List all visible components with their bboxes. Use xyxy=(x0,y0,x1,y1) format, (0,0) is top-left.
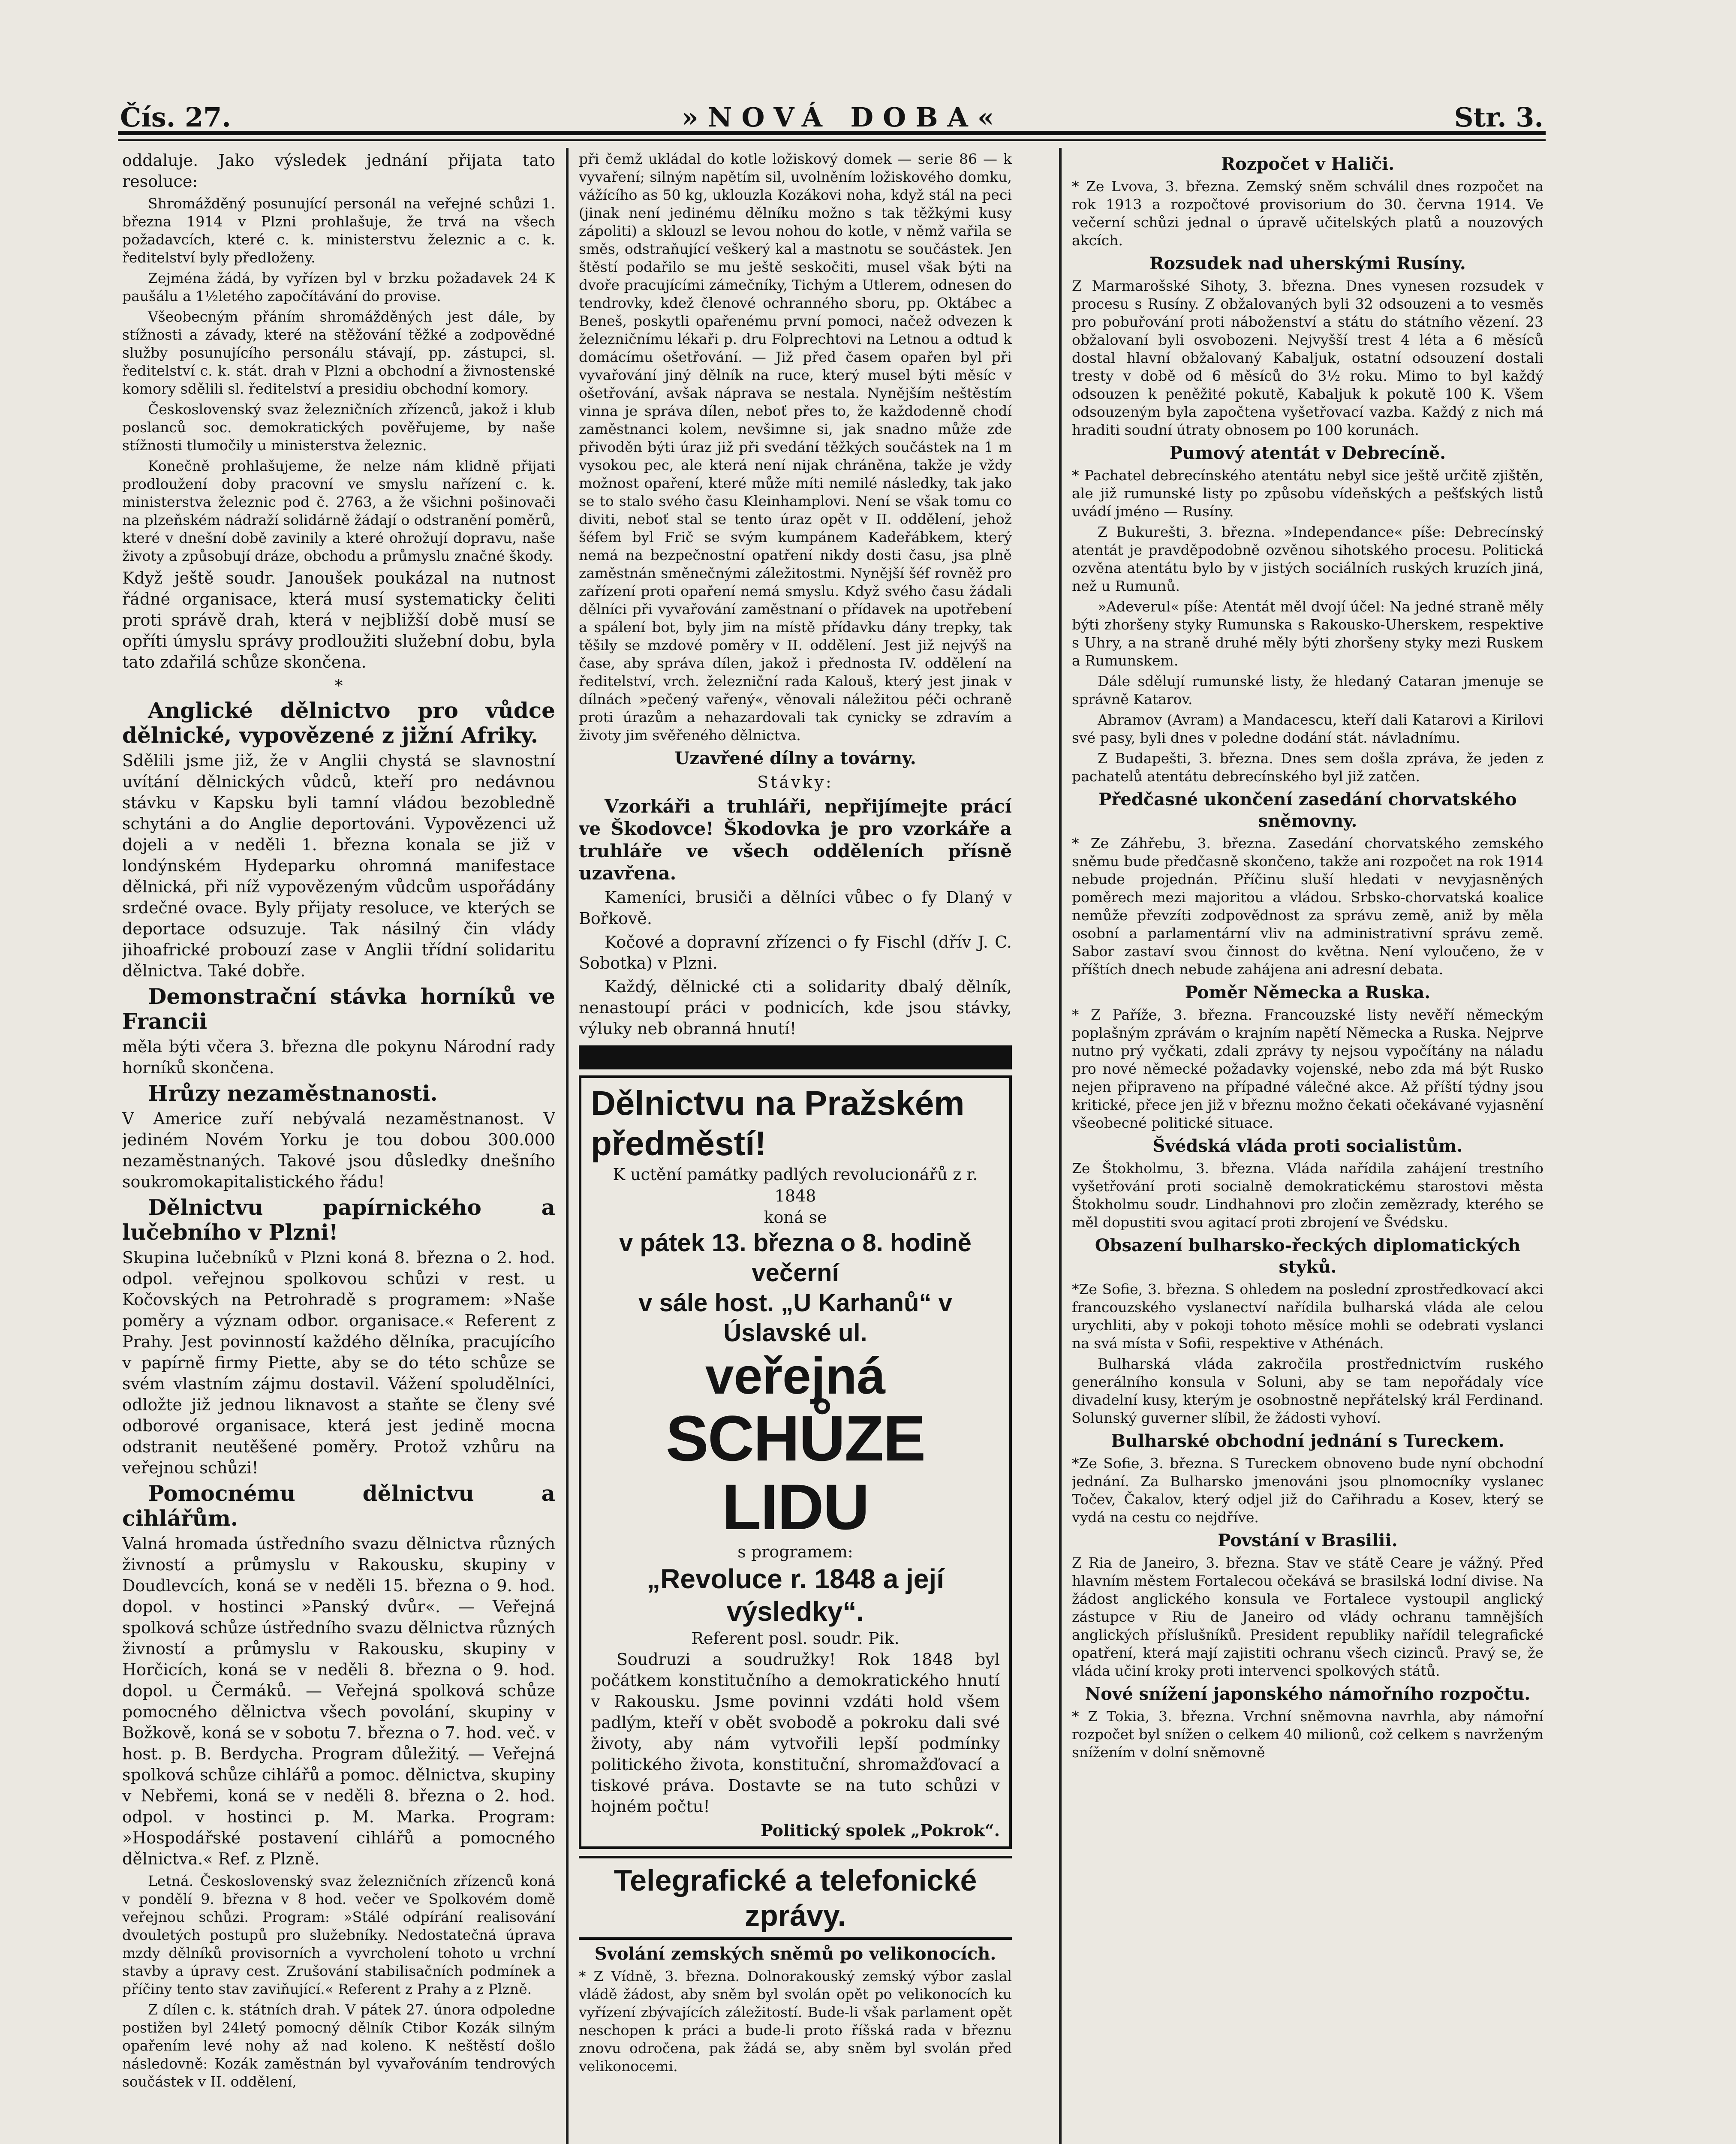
masthead xyxy=(120,94,1543,133)
separator-star: * xyxy=(334,676,343,695)
paragraph: Z Budapešti, 3. března. Dnes sem došla zpráva, že jeden z pachatelů atentátu debrecínského byl již zatčen. xyxy=(1072,750,1543,785)
paragraph: Ze Štokholmu, 3. března. Vláda nařídila zahájení trestního vyšetřování proti socialně demokratickému starostovi města Štokholmu soudr. Lindhahnovi pro zločin zemězrady, kterého se měl dopustiti svou agitací proti zbrojení ve Švédsku. xyxy=(1072,1160,1543,1231)
section-heading: Švédská vláda proti socialistům. xyxy=(1152,1136,1463,1156)
ad-date: v pátek 13. března o 8. hodině večerní xyxy=(619,1229,972,1287)
paragraph: * Pachatel debrecínského atentátu nebyl sice ještě určitě zjištěn, ale již rumunské listy po způsobu vídeňských a pešťských listů uvádí jméno — Rusíny. xyxy=(1072,467,1543,520)
section-heading: Poměr Německa a Ruska. xyxy=(1185,982,1431,1003)
paragraph: Skupina lučebníků v Plzni koná 8. března o 2. hod. odpol. veřejnou spolkovou schůzi v rest. u Kočovských na Petrohradě s programem: »Naše poměry a význam odbor. organisace.« Referent z Prahy. Jest povinností každého dělníka, pracujícího v papírně firmy Piette, aby se do této schůze se svém vlastním zájmu dostavil. Vážení spoludělníci, odložte již jednou liknavost a staňte se členy své odborové organisace, která jest jedině mocna odstranit neutěšené poměry. Protož vzhůru na veřejnou schůzi! xyxy=(122,1248,555,1477)
subheading: Stávky: xyxy=(757,773,833,792)
ad-title: Dělnictvu na Pražském předměstí! xyxy=(591,1084,965,1162)
section-heading: Předčasné ukončení zasedání chorvatského sněmovny. xyxy=(1098,789,1517,831)
paragraph: *Ze Sofie, 3. března. S Tureckem obnoveno bude nyní obchodní jednání. Za Bulharsko jmenováni jsou plnomocníky vyslanec Točev, Čakalov, který odjel již do Cařihradu a Kosev, který se vydá na cestu co nejdříve. xyxy=(1072,1455,1543,1526)
newspaper-title: »NOVÁ DOBA« xyxy=(682,102,1004,133)
telegraph-heading: Telegrafické a telefonické zprávy. xyxy=(579,1856,1012,1940)
ad-public: veřejná xyxy=(705,1347,886,1405)
paragraph: V Americe zuří nebývalá nezaměstnanost. V jediném Novém Yorku je tou dobou 300.000 nezaměstnaných. Takové jsou důsledky dnešního soukromokapitalistického řádu! xyxy=(122,1109,555,1191)
section-heading: Povstání v Brasilii. xyxy=(1218,1530,1398,1551)
masthead-rule-thin xyxy=(118,139,1546,141)
column-2 xyxy=(579,150,1012,2144)
paragraph: Každý, dělnické cti a solidarity dbalý dělník, nenastoupí práci v podnicích, kde jsou stávky, výluky neb obranná hnutí! xyxy=(579,977,1012,1038)
paragraph: Sdělili jsme již, že v Anglii chystá se slavnostní uvítání dělnických vůdců, kteří pro nedávnou stávku v Kapsku byli tamní vládou bezobledně schytáni a do Anglie deportováni. Vypovězenci už dojeli a v neděli 1. března konala se již v londýnském Hydeparku ohromná manifestace dělnická, při níž vypovězeným vůdcům uspořádány srdečné ovace. Byly přijaty resoluce, ve kterých se deportace odsuzuje. Tak násilný čin vlády jihoafrické probouzí zase v Anglii třídní solidaritu dělnictva. Také dobře. xyxy=(122,751,555,980)
paragraph: měla býti včera 3. března dle pokynu Národní rady horníků skončena. xyxy=(122,1037,555,1077)
headline: Dělnictvu papírnického a lučebního v Plzni! xyxy=(122,1195,555,1245)
column-divider xyxy=(566,148,569,2144)
section-heading: Uzavřené dílny a továrny. xyxy=(674,748,916,768)
section-heading: Nové snížení japonského námořního rozpočtu. xyxy=(1085,1684,1531,1704)
paragraph: Československý svaz železničních zřízenců, jakož i klub poslanců soc. demokratických pověřujeme, by naše stížnosti tlumočily u ministerstva železnic. xyxy=(122,401,555,454)
ad-line: koná se xyxy=(764,1208,827,1227)
paragraph: * Ze Záhřebu, 3. března. Zasedání chorvatského zemského sněmu bude předčasně skončeno, takže ani rozpočet na rok 1914 nebude projednán. Příčinu sluší hledati v nevyjasněných poměrech mezi majoritou a vládou. Srbsko-chorvatská koalice nemůže převzíti zodpovědnost za správu země, aniž by měla osobní a parlamentární vliv na administrativní správu země. Sabor zastaví svou činnost do května. Není vyloučeno, že v příštích dnech nebude zahájena ani adresní debata. xyxy=(1072,835,1543,978)
paragraph: Letná. Československý svaz železničních zřízenců koná v pondělí 9. března v 8 hod. večer ve Spolkovém domě veřejnou schůzi. Program: »Stálé odpírání realisování dvouletých postupů pro služebníky. Nedostatečná úprava mzdy dělníků provisorních a vyvrcholení tohoto u vrchní stavby a úpravy cest. Zrušování stabilisačních podmínek a příčiny tento stav zaviňující.« Referent z Prahy a z Plzně. xyxy=(122,1873,555,1997)
page-number: Str. 3. xyxy=(1454,102,1543,133)
masthead-rule xyxy=(118,131,1546,135)
paragraph: * Z Tokia, 3. března. Vrchní sněmovna navrhla, aby námořní rozpočet byl snížen o celkem 40 milionů, což celkem s navrženým snížením v dolní sněmovně xyxy=(1072,1708,1543,1761)
paragraph: Z Marmarošské Sihoty, 3. března. Dnes vynesen rozsudek v procesu s Rusíny. Z obžalovaných byli 32 odsouzeni a to vesměs pro pobuřování proti náboženství a státu do státního vězení. 23 obžalovaní byli osvobozeni. Nejvyšší trest 4 léta a 6 měsíců dostal hlavní obžalovaný Kabaljuk, ostatní odsouzení dostali tresty v době od 6 měsíců do 3½ roku. Mimo to byl každý odsouzen k peněžité pokutě, Kabaljuk k pokutě 100 K. Všem odsouzeným byla započtena vyšetřovací vazba. Každý z nich má hraditi soudní útraty obnosem po 100 korunách. xyxy=(1072,277,1543,438)
headline: Pomocnému dělnictvu a cihlářům. xyxy=(122,1481,555,1531)
paragraph: Dále sdělují rumunské listy, že hledaný Cataran jmenuje se správně Katarov. xyxy=(1072,673,1543,708)
paragraph: »Adeverul« píše: Atentát měl dvojí účel: Na jedné straně měly býti zhoršeny styky Rumunska s Rakousko-Uherskem, respektive s Uhry, a na straně druhé měly býti zhoršeny styky mezi Ruskem a Rumunskem. xyxy=(1072,598,1543,669)
section-heading: Pumový atentát v Debrecíně. xyxy=(1169,443,1446,463)
paragraph: Z dílen c. k. státních drah. V pátek 27. února odpoledne postižen byl 24letý pomocný dělník Ctibor Kozák silným opařením levé nohy až nad koleno. K neštěstí došlo následovně: Kozák zaměstnán byl vyvařováním tendrových součástek v II. oddělení, xyxy=(122,2001,555,2090)
ad-referent: Referent posl. soudr. Pik. xyxy=(691,1629,900,1648)
column-1 xyxy=(122,150,555,2144)
paragraph: Kočové a dopravní zřízenci o fy Fischl (dřív J. C. Sobotka) v Plzni. xyxy=(579,933,1012,973)
ad-line: s programem: xyxy=(737,1542,853,1561)
ad-body: Soudruzi a soudružky! Rok 1848 byl počátkem konstitučního a demokratického hnutí v Rakousku. Jsme povinni vzdáti hold všem padlým, kteří v obět svobodě a pokroku dali své životy, aby nám vytvořili lepší podmínky politického života, konstituční, shromažďovací a tiskové práva. Dostavte se na tuto schůzi v hojném počtu! xyxy=(591,1650,1000,1816)
black-divider-bar xyxy=(579,1045,1012,1069)
paragraph: *Ze Sofie, 3. března. S ohledem na poslední zprostředkovací akci francouzského vyslanectví nařídila bulharská vláda ale celou urychliti, aby v pokoji tohoto měsíce mohli se odebrati vyslanci na svá místa v Sofii, respektive v Athénách. xyxy=(1072,1281,1543,1352)
paragraph: Shromážděný posunující personál na veřejné schůzi 1. března 1914 v Plzni prohlašuje, že trvá na všech požadavcích, které c. k. ministerstvu železnic a c. k. ředitelství byly předloženy. xyxy=(122,195,555,266)
section-heading: Rozpočet v Haliči. xyxy=(1221,154,1395,174)
paragraph: Z Ria de Janeiro, 3. března. Stav ve státě Ceare je vážný. Před hlavním městem Fortalecou očekává se brasilská lodní divise. Na žádost anglického konsula ve Fortalece vystoupil anglický zástupce v Riu de Janeiro od vlády ochranu tamnějších anglických příslušníků. President republiky nařídil telegrafické opatření, která mají zajistiti ochranu všech cizinců. Pravý se, že vláda učiní kroky proti intervenci spolkových států. xyxy=(1072,1554,1543,1679)
column-divider xyxy=(1059,148,1062,2144)
paragraph: * Z Vídně, 3. března. Dolnorakouský zemský výbor zaslal vládě žádost, aby sněm byl svolán opět po velikonocích ku vyřízení zbývajících záležitostí. Bude-li však parlament opět neschopen k práci a bude-li proto říšská rada v březnu znovu odročena, pak žádá se, aby sněm byl svolán před velikonocemi. xyxy=(579,1968,1012,2075)
paragraph: Valná hromada ústředního svazu dělnictva různých živností a průmyslu v Rakousku, skupiny v Doudlevcích, koná se v neděli 15. března o 9. hod. dopol. v hostinci »Panský dvůr«. — Veřejná spolková schůze ústředního svazu dělnictva různých živností a průmyslu v Rakousku, skupiny v Horčicích, koná se v neděli 8. března o 9. hod. dopol. u Čermáků. — Veřejná spolková schůze pomocného dělnictva všech povolání, skupiny v Božkově, koná se v sobotu 7. března o 7. hod. več. v host. p. B. Berdycha. Program důležitý. — Veřejná spolková schůze cihlářů a pomoc. dělnictva, skupiny v Nebřemi, koná se v neděli 8. března o 2. hod. odpol. v hostinci p. M. Marka. Program: »Hospodářské postavení cihlářů a pomocného dělnictva.« Ref. z Plzně. xyxy=(122,1534,555,1868)
paragraph: * Ze Lvova, 3. března. Zemský sněm schválil dnes rozpočet na rok 1913 a rozpočtové provisorium do 30. června 1914. Ve večerní schůzi jednal o úpravě učitelských platů a nouzových akcích. xyxy=(1072,178,1543,249)
headline: Anglické dělnictvo pro vůdce dělnické, vypovězené z jižní Afriky. xyxy=(122,698,555,748)
ad-headline: SCHŮZE LIDU xyxy=(665,1402,925,1543)
headline: Hrůzy nezaměstnanosti. xyxy=(148,1081,438,1106)
paragraph: * Z Paříže, 3. března. Francouzské listy nevěří německým poplašným zprávám o krajním napětí Německa a Ruska. Nejprve nutno prý vyčkati, zdali zprávy ty nejsou vypočítány na náladu pro nové německé požadavky vojenské, nebo zda má být Rusko nejen připraveno na případné válečné akce. Až příští týdny jsou kritické, přece jen již v březnu možno čekati očekávané vyjasnění všeobecné politické situace. xyxy=(1072,1006,1543,1131)
section-heading: Rozsudek nad uherskými Rusíny. xyxy=(1149,253,1466,274)
section-heading: Bulharské obchodní jednání s Tureckem. xyxy=(1111,1431,1504,1451)
issue-number: Čís. 27. xyxy=(120,102,231,133)
paragraph: při čemž ukládal do kotle ložiskový domek — serie 86 — k vyvaření; silným napětím sil, uvolněním ložiskového domku, vážícího as 50 kg, uklouzla Kozákovi noha, když stál na peci (jinak není jedinému dělníku možno s tak těžkými kusy zápoliti) a sklouzl se levou nohou do kotle, v němž vařila se směs, odstraňující veškerý kal a mastnotu se součástek. Jen štěstí podařilo se mu ještě seskočiti, musel však býti na dvoře pracujícími zámečníky, Tichým a Utlerem, odnesen do tendrovky, kdež členové ochranného sboru, pp. Oktábec a Beneš, poskytli opařenému první pomoci, načež odvezen k železničnímu lékaři p. dru Folprechtovi na Letnou a odtud k domácímu ošetřování. — Již před časem opařen byl při vyvařování jiný dělník na ruce, který musel býti měsíc v ošetřování, avšak náprava se nestala. Nynějším neštěstím vinna je správa dílen, neboť přes to, že každodenně chodí zaměstnanci kolem, nevšimne si, jak snadno může zde přivoděn býti úraz již při svedání těžkých součástek na 1 m vysokou pec, ale která není nijak chráněna, takže je vždy možnost opaření, které může míti nemilé následky, tak jako se to stalo svého času Kleinhamplovi. Není se však tomu co diviti, neboť stal se tento úraz opět v II. oddělení, jehož šéfem byl Frič se svým kumpánem Kadeřábkem, který nemá na bezpečnostní opatření nikdy dosti času, jsa plně zaměstnán směnečnými záležitostmi. Nynější šéf rovněž pro zařízení proti opaření nemá smyslu. Když svého času žádali dělníci při vyvařování zaměstnaní o přídavek na upotřebení a spálení bot, byly jim na místě přídavku dány trepky, tak těšily se mzdové poměry v II. oddělení. Jest již nejvýš na čase, aby správa dílen, jakož i přednosta IV. oddělení na ředitelství, vrch. železniční rada Kalouš, který jest jinak v dílnách »pečený vařený«, věnovali náležitou péči ochraně proti úrazům a nehazardovali tak cynicky se zdravím a životy jim svěřeného dělnictva. xyxy=(579,151,1012,744)
paragraph: Všeobecným přáním shromážděných jest dále, by stížnosti a závady, které na stěžování těžké a zodpovědné služby posunujícího personálu stávají, pp. zástupci, sl. ředitelství c. k. stát. drah v Plzni a obchodní a živnostenské komory sdělili sl. ředitelství a presidiu obchodní komory. xyxy=(122,308,555,397)
paragraph: Kameníci, brusiči a dělníci vůbec o fy Dlaný v Bořkově. xyxy=(579,888,1012,928)
section-heading: Obsazení bulharsko-řeckých diplomatických styků. xyxy=(1095,1235,1521,1277)
paragraph: oddaluje. Jako výsledek jednání přijata tato resoluce: xyxy=(122,151,555,191)
paragraph: Konečně prohlašujeme, že nelze nám klidně přijati prodloužení doby pracovní ve smyslu nařízení c. k. ministerstva železnic pod č. 2763, a že všichni pošinovači na plzeňském nádraží solidárně žádají o odstranění poměrů, které v dnešní době zavinily a které ohrožují dopravu, naše životy a způsobují dráze, obchodu a průmyslu značné škody. xyxy=(122,458,555,564)
paragraph: Bulharská vláda zakročila prostřednictvím ruského generálního konsula v Soluni, aby se tam nepořádaly více divadelní kusy, kterým je osobnostně nepřátelský král Ferdinand. Solunský guverner slíbil, že žádosti vyhoví. xyxy=(1072,1355,1543,1426)
column-3 xyxy=(1072,150,1543,2144)
paragraph: Z Bukurešti, 3. března. »Independance« píše: Debrecínský atentát je pravděpodobně ozvěnou sihotského procesu. Politická ozvěna atentátu bylo by v jistých sociálních ruských kruzích jiná, než u Rumunů. xyxy=(1072,524,1543,594)
ad-venue: v sále host. „U Karhanů“ v Úslavské ul. xyxy=(638,1289,952,1347)
ad-program: „Revoluce r. 1848 a její výsledky“. xyxy=(647,1563,944,1627)
paragraph: Abramov (Avram) a Mandacescu, kteří dali Katarovi a Kirilovi své pasy, byli dnes v poledne dodání stát. návladnímu. xyxy=(1072,711,1543,746)
paragraph: Vzorkáři a truhláři, nepřijímejte prácí ve Škodovce! Škodovka je pro vzorkáře a truhláře ve všech odděleních přísně uzavřena. xyxy=(579,796,1012,884)
ad-signature: Politický spolek „Pokrok“. xyxy=(761,1821,1000,1840)
paragraph: Zejména žádá, by vyřízen byl v brzku požadavek 24 K paušálu a 1½letého započítávání do provise. xyxy=(122,270,555,304)
ad-line: K uctění památky padlých revolucionářů z r. 1848 xyxy=(613,1165,978,1205)
meeting-advertisement xyxy=(579,1075,1012,1849)
section-heading: Svolání zemských sněmů po velikonocích. xyxy=(594,1944,996,1964)
paragraph: Když ještě soudr. Janoušek poukázal na nutnost řádné organisace, která musí systematicky čeliti proti správě drah, která v nejbližší době musí se opříti úmyslu správy prodloužiti služební dobu, byla tato zdařilá schůze skončena. xyxy=(122,569,555,672)
headline: Demonstrační stávka horníků ve Francii xyxy=(122,984,555,1034)
